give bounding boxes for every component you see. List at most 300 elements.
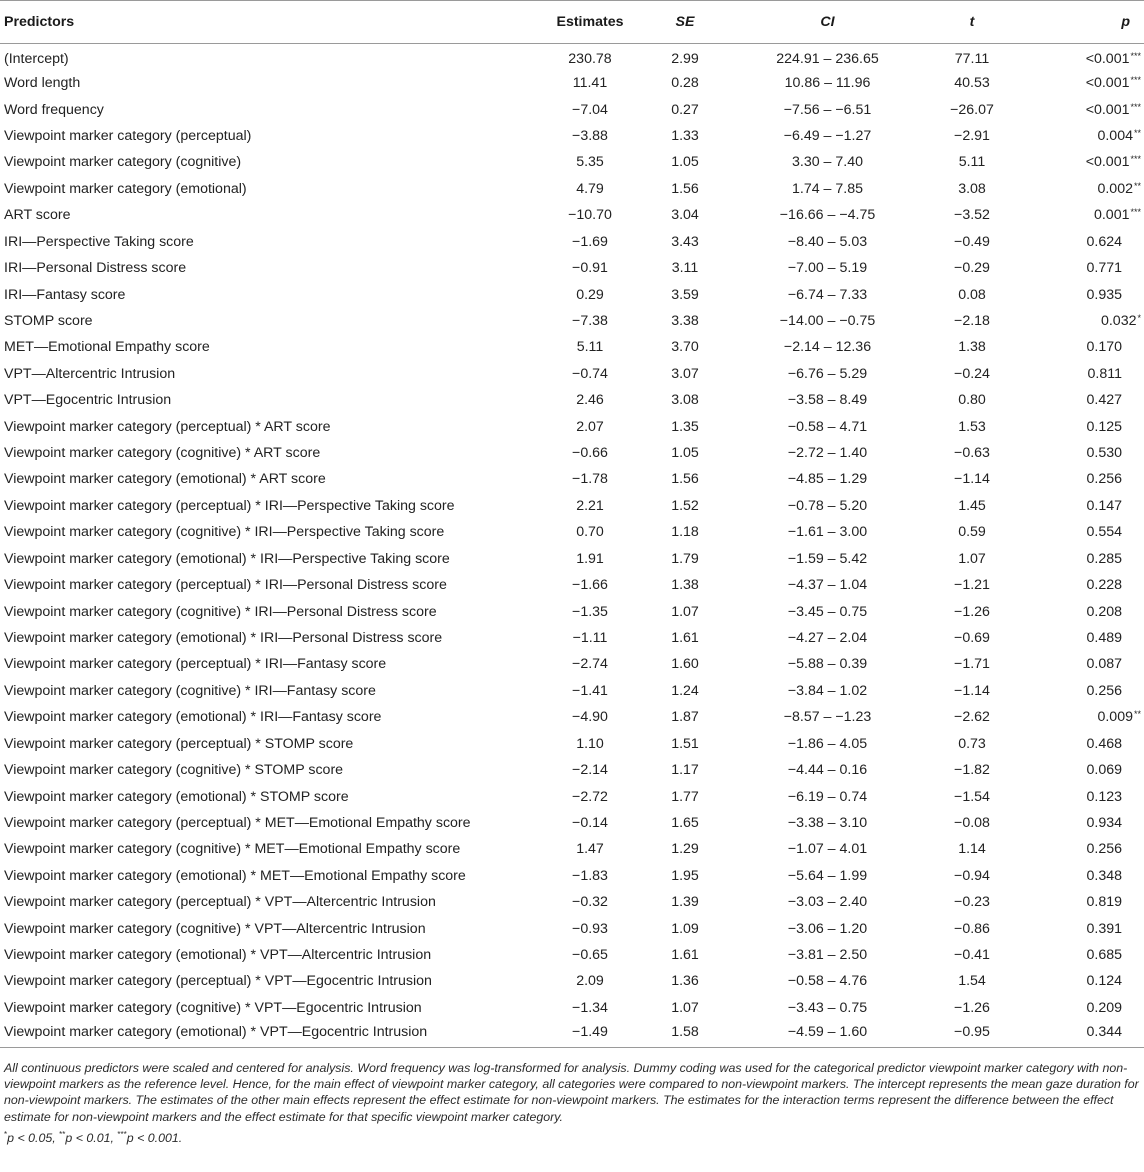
cell-predictor: Viewpoint marker category (cognitive) * IRI—Personal Distress score — [4, 603, 437, 620]
p-value: 0.069 — [1086, 762, 1122, 779]
cell-t: −0.94 — [954, 867, 990, 884]
cell-t: −1.26 — [954, 603, 990, 620]
cell-p — [1024, 598, 1144, 624]
table-row — [0, 651, 1144, 677]
table-row — [0, 730, 1144, 756]
cell-se: 1.65 — [671, 814, 699, 831]
cell-se: 1.07 — [671, 999, 699, 1016]
cell-p — [1024, 519, 1144, 545]
p-value: <0.001 — [1085, 75, 1130, 92]
table-header — [0, 1, 1144, 44]
table-row — [0, 413, 1144, 439]
cell-estimate: −1.66 — [572, 577, 608, 594]
cell-se: 1.33 — [671, 127, 699, 144]
cell-se: 3.59 — [671, 286, 699, 303]
cell-t: −0.08 — [954, 814, 990, 831]
cell-predictor: (Intercept) — [4, 50, 69, 67]
cell-se: 0.28 — [671, 75, 699, 92]
cell-ci: −8.40 – 5.03 — [787, 233, 868, 250]
table-row — [0, 440, 1144, 466]
cell-estimate: 5.11 — [576, 339, 604, 356]
cell-p — [1024, 334, 1144, 360]
cell-ci: −3.03 – 2.40 — [787, 894, 868, 911]
p-value: 0.256 — [1086, 682, 1122, 699]
significance-stars: *** — [1130, 75, 1141, 86]
cell-p — [1024, 810, 1144, 836]
cell-estimate: −2.72 — [572, 788, 608, 805]
cell-estimate: 230.78 — [568, 50, 612, 67]
significance-stars: ** — [1133, 709, 1141, 720]
header-predictors: Predictors — [0, 1, 545, 44]
cell-estimate: −2.14 — [572, 762, 608, 779]
cell-ci: −4.44 – 0.16 — [787, 762, 868, 779]
cell-se: 1.56 — [671, 471, 699, 488]
table-row — [0, 968, 1144, 994]
cell-ci: −6.76 – 5.29 — [787, 365, 868, 382]
cell-ci: −16.66 – −4.75 — [779, 207, 876, 224]
header-estimates: Estimates — [545, 1, 635, 44]
cell-t: −1.71 — [954, 656, 990, 673]
cell-p — [1024, 149, 1144, 175]
sig-mark-3: *** — [117, 1129, 127, 1139]
cell-ci: −3.06 – 1.20 — [787, 920, 868, 937]
table-row — [0, 678, 1144, 704]
cell-t: −0.29 — [954, 260, 990, 277]
cell-estimate: −0.65 — [572, 947, 608, 964]
table-row — [0, 361, 1144, 387]
significance-stars: *** — [1130, 207, 1141, 218]
cell-ci: −0.58 – 4.71 — [787, 418, 868, 435]
cell-ci: −2.14 – 12.36 — [783, 339, 872, 356]
table-row — [0, 942, 1144, 968]
p-value: 0.427 — [1086, 392, 1122, 409]
cell-t: −1.54 — [954, 788, 990, 805]
cell-p — [1024, 651, 1144, 677]
cell-t: −1.14 — [954, 471, 990, 488]
header-ci: CI — [735, 1, 920, 44]
cell-p — [1024, 915, 1144, 941]
p-value: 0.228 — [1086, 577, 1122, 594]
cell-p — [1024, 625, 1144, 651]
cell-ci: 3.30 – 7.40 — [792, 154, 863, 171]
cell-t: 40.53 — [954, 75, 990, 92]
cell-p — [1024, 836, 1144, 862]
cell-se: 1.56 — [671, 180, 699, 197]
cell-t: −2.18 — [954, 312, 990, 329]
cell-estimate: −0.91 — [572, 260, 608, 277]
header-p: p — [1024, 1, 1144, 44]
cell-predictor: VPT—Egocentric Intrusion — [4, 392, 172, 409]
cell-t: 0.80 — [958, 392, 986, 409]
cell-p — [1024, 281, 1144, 307]
cell-ci: 10.86 – 11.96 — [784, 75, 871, 92]
cell-estimate: −7.38 — [572, 312, 608, 329]
cell-se: 0.27 — [671, 101, 699, 118]
cell-predictor: Viewpoint marker category (cognitive) * STOMP score — [4, 762, 344, 779]
cell-t: 0.08 — [958, 286, 986, 303]
cell-se: 1.05 — [671, 154, 699, 171]
p-value: 0.170 — [1086, 339, 1122, 356]
cell-t: −2.62 — [954, 709, 990, 726]
cell-t: −0.95 — [920, 1021, 1024, 1047]
p-value: 0.489 — [1086, 629, 1122, 646]
cell-p — [1024, 995, 1144, 1021]
cell-t: 1.07 — [958, 550, 986, 567]
cell-predictor: Viewpoint marker category (emotional) * IRI—Perspective Taking score — [4, 550, 450, 567]
p-value: 0.256 — [1086, 471, 1122, 488]
cell-se: 3.07 — [671, 365, 699, 382]
cell-se: 1.87 — [671, 709, 699, 726]
cell-predictor: Viewpoint marker category (perceptual) * VPT—Altercentric Intrusion — [4, 894, 436, 911]
cell-se: 1.17 — [671, 762, 699, 779]
cell-se: 1.39 — [671, 894, 699, 911]
cell-t: −1.82 — [954, 762, 990, 779]
cell-t: 1.14 — [958, 841, 986, 858]
cell-p — [1024, 440, 1144, 466]
cell-estimate: 2.07 — [576, 418, 604, 435]
cell-t: −3.52 — [954, 207, 990, 224]
cell-estimate: −0.66 — [572, 445, 608, 462]
table-row — [0, 70, 1144, 96]
sig-mark-2: ** — [59, 1129, 66, 1139]
p-value: <0.001 — [1085, 101, 1130, 118]
cell-predictor: Viewpoint marker category (cognitive) * MET—Emotional Empathy score — [4, 841, 461, 858]
cell-p — [1024, 942, 1144, 968]
cell-ci: −14.00 – −0.75 — [779, 312, 876, 329]
table-row — [0, 1021, 1144, 1047]
significance-stars: *** — [1130, 154, 1141, 165]
cell-t: 0.73 — [958, 735, 986, 752]
p-value: 0.819 — [1086, 894, 1122, 911]
cell-estimate: −1.49 — [545, 1021, 635, 1047]
p-value: 0.087 — [1086, 656, 1122, 673]
cell-predictor: IRI—Perspective Taking score — [4, 233, 194, 250]
p-value: 0.934 — [1086, 814, 1122, 831]
cell-t: −0.86 — [954, 920, 990, 937]
cell-se: 3.70 — [671, 339, 699, 356]
p-value: 0.530 — [1086, 445, 1122, 462]
p-value: 0.209 — [1086, 999, 1122, 1016]
cell-p — [1024, 413, 1144, 439]
cell-estimate: 4.79 — [576, 180, 604, 197]
cell-t: −0.69 — [954, 629, 990, 646]
cell-p — [1024, 704, 1144, 730]
p-value: 0.771 — [1086, 260, 1122, 277]
table-row — [0, 176, 1144, 202]
significance-stars: *** — [1130, 101, 1141, 112]
cell-ci: −6.74 – 7.33 — [787, 286, 868, 303]
cell-predictor: Viewpoint marker category (emotional) * IRI—Personal Distress score — [4, 629, 443, 646]
cell-predictor: Viewpoint marker category (perceptual) * IRI—Fantasy score — [4, 656, 387, 673]
cell-ci: −6.19 – 0.74 — [787, 788, 868, 805]
cell-p — [1024, 968, 1144, 994]
p-value: 0.256 — [1086, 841, 1122, 858]
header-t: t — [920, 1, 1024, 44]
table-row — [0, 995, 1144, 1021]
cell-se: 1.61 — [671, 629, 699, 646]
table-row — [0, 334, 1144, 360]
p-value: 0.147 — [1086, 497, 1122, 514]
table-row — [0, 493, 1144, 519]
cell-ci: −3.45 – 0.75 — [787, 603, 868, 620]
sig-text-3: p < 0.001. — [126, 1130, 183, 1145]
footnote-note: All continuous predictors were scaled and centered for analysis. Word frequency was log-transformed for analysis. Dummy coding was used for the categorical predictor viewpoint marker category with non-viewpoint markers as the reference level. Hence, for the main effect of viewpoint marker category, all categories were compared to non-viewpoint markers. The intercept represents the mean gaze duration for non-viewpoint markers. The estimates of the other main effects represent the effect estimate for non-viewpoint markers. The estimates for the interaction terms represent the difference between the effect estimate for non-viewpoint markers and the effect estimate for that specific viewpoint marker category. — [4, 1061, 1139, 1124]
cell-ci: 1.74 – 7.85 — [792, 180, 863, 197]
cell-se: 3.08 — [671, 392, 699, 409]
cell-se: 1.09 — [671, 920, 699, 937]
cell-predictor: VPT—Altercentric Intrusion — [4, 365, 176, 382]
p-value: 0.009 — [1097, 709, 1133, 726]
p-value: 0.032 — [1100, 312, 1137, 329]
cell-estimate: −1.35 — [572, 603, 608, 620]
cell-estimate: −4.90 — [572, 709, 608, 726]
significance-legend — [4, 1127, 1140, 1146]
cell-p — [1024, 202, 1144, 228]
cell-predictor: Viewpoint marker category (emotional) * STOMP score — [4, 788, 349, 805]
table-row — [0, 704, 1144, 730]
cell-se: 1.61 — [671, 947, 699, 964]
p-value: <0.001 — [1085, 50, 1130, 67]
p-value: 0.004 — [1097, 127, 1133, 144]
cell-p — [1024, 44, 1144, 70]
cell-p — [1024, 863, 1144, 889]
cell-t: 5.11 — [958, 154, 986, 171]
cell-ci: −8.57 – −1.23 — [783, 709, 872, 726]
cell-p — [1024, 255, 1144, 281]
p-value: 0.125 — [1086, 418, 1122, 435]
cell-estimate: 1.10 — [576, 735, 604, 752]
p-value: 0.811 — [1087, 365, 1122, 382]
cell-ci: −0.58 – 4.76 — [787, 973, 868, 990]
cell-t: −1.26 — [954, 999, 990, 1016]
table-row — [0, 202, 1144, 228]
cell-estimate: 0.29 — [576, 286, 604, 303]
cell-t: −2.91 — [954, 127, 990, 144]
cell-estimate: 1.91 — [576, 550, 604, 567]
cell-t: −0.63 — [954, 445, 990, 462]
table-row — [0, 96, 1144, 122]
cell-estimate: −0.14 — [572, 814, 608, 831]
significance-stars: ** — [1133, 180, 1141, 191]
cell-t: −26.07 — [950, 101, 994, 118]
cell-estimate: 5.35 — [576, 154, 604, 171]
cell-se: 2.99 — [671, 50, 699, 67]
cell-ci: −1.59 – 5.42 — [787, 550, 868, 567]
cell-p — [1024, 757, 1144, 783]
cell-predictor: Viewpoint marker category (perceptual) * IRI—Perspective Taking score — [4, 497, 455, 514]
cell-se: 1.24 — [671, 682, 699, 699]
p-value: 0.285 — [1086, 550, 1122, 567]
cell-ci: −4.59 – 1.60 — [735, 1021, 920, 1047]
table-row — [0, 44, 1144, 70]
p-value: <0.001 — [1085, 154, 1130, 171]
table-row — [0, 810, 1144, 836]
cell-p — [1024, 96, 1144, 122]
p-value: 0.002 — [1097, 180, 1133, 197]
significance-stars: ** — [1133, 127, 1141, 138]
cell-se: 1.51 — [671, 735, 699, 752]
cell-predictor: Viewpoint marker category (perceptual) — [4, 127, 252, 144]
cell-p — [1024, 123, 1144, 149]
cell-se: 1.52 — [671, 497, 699, 514]
cell-ci: −3.58 – 8.49 — [787, 392, 868, 409]
cell-se: 1.18 — [671, 524, 699, 541]
significance-stars: *** — [1130, 50, 1141, 61]
cell-ci: −7.56 – −6.51 — [783, 101, 872, 118]
cell-p — [1024, 493, 1144, 519]
cell-se: 1.77 — [671, 788, 699, 805]
cell-predictor: Viewpoint marker category (emotional) * VPT—Egocentric Intrusion — [0, 1021, 545, 1047]
cell-ci: −5.64 – 1.99 — [787, 867, 868, 884]
cell-t: −0.23 — [954, 894, 990, 911]
cell-estimate: −1.34 — [572, 999, 608, 1016]
cell-ci: −3.43 – 0.75 — [787, 999, 868, 1016]
cell-estimate: −1.69 — [572, 233, 608, 250]
cell-predictor: Viewpoint marker category (cognitive) * IRI—Perspective Taking score — [4, 524, 445, 541]
cell-t: 77.11 — [954, 50, 990, 67]
p-value: 0.391 — [1086, 920, 1122, 937]
cell-p — [1024, 889, 1144, 915]
table-row — [0, 625, 1144, 651]
cell-p — [1024, 572, 1144, 598]
cell-estimate: 2.46 — [576, 392, 604, 409]
cell-predictor: Viewpoint marker category (perceptual) * IRI—Personal Distress score — [4, 577, 447, 594]
cell-p — [1024, 308, 1144, 334]
cell-ci: −2.72 – 1.40 — [787, 445, 868, 462]
cell-predictor: Viewpoint marker category (cognitive) * IRI—Fantasy score — [4, 682, 376, 699]
p-value: 0.124 — [1086, 973, 1122, 990]
table-row — [0, 123, 1144, 149]
cell-t: −0.24 — [954, 365, 990, 382]
table-row — [0, 598, 1144, 624]
cell-ci: −0.78 – 5.20 — [787, 497, 868, 514]
cell-se: 3.11 — [671, 260, 699, 277]
table-row — [0, 757, 1144, 783]
header-row — [0, 1, 1144, 44]
cell-se: 1.38 — [671, 577, 699, 594]
cell-p — [1024, 70, 1144, 96]
cell-t: 1.45 — [958, 497, 986, 514]
cell-p — [1024, 466, 1144, 492]
cell-se: 1.36 — [671, 973, 699, 990]
cell-t: 1.38 — [958, 339, 986, 356]
cell-se: 3.43 — [671, 233, 699, 250]
cell-ci: 224.91 – 236.65 — [776, 50, 879, 67]
cell-estimate: −3.88 — [572, 127, 608, 144]
sig-mark-1: * — [4, 1129, 8, 1139]
table-row — [0, 889, 1144, 915]
cell-estimate: −0.32 — [572, 894, 608, 911]
cell-estimate: −7.04 — [572, 101, 608, 118]
cell-predictor: STOMP score — [4, 312, 93, 329]
table-row — [0, 387, 1144, 413]
cell-ci: −5.88 – 0.39 — [787, 656, 868, 673]
cell-ci: −3.81 – 2.50 — [787, 947, 868, 964]
cell-estimate: −10.70 — [568, 207, 612, 224]
cell-predictor: Viewpoint marker category (cognitive) * VPT—Egocentric Intrusion — [4, 999, 422, 1016]
cell-se: 1.79 — [671, 550, 699, 567]
p-value: 0.554 — [1086, 524, 1122, 541]
cell-estimate: −1.41 — [572, 682, 608, 699]
cell-se: 1.95 — [671, 867, 699, 884]
p-value: 0.123 — [1086, 788, 1122, 805]
cell-se: 1.35 — [671, 418, 699, 435]
table-row — [0, 546, 1144, 572]
cell-t: 3.08 — [958, 180, 986, 197]
cell-predictor: Viewpoint marker category (cognitive) * ART score — [4, 445, 321, 462]
cell-predictor: Viewpoint marker category (emotional) — [4, 180, 247, 197]
cell-predictor: Viewpoint marker category (perceptual) * ART score — [4, 418, 331, 435]
p-value: 0.624 — [1086, 233, 1122, 250]
cell-estimate: −0.93 — [572, 920, 608, 937]
cell-p — [1024, 678, 1144, 704]
cell-ci: −4.85 – 1.29 — [787, 471, 868, 488]
cell-ci: −3.84 – 1.02 — [787, 682, 868, 699]
table-row — [0, 519, 1144, 545]
cell-predictor: Viewpoint marker category (emotional) * IRI—Fantasy score — [4, 709, 382, 726]
cell-p — [1024, 387, 1144, 413]
table-row — [0, 281, 1144, 307]
cell-predictor: Viewpoint marker category (cognitive) — [4, 154, 242, 171]
cell-p — [1024, 783, 1144, 809]
cell-estimate: −1.83 — [572, 867, 608, 884]
cell-se: 3.04 — [671, 207, 699, 224]
p-value: 0.344 — [1086, 1024, 1122, 1041]
p-value: 0.468 — [1086, 735, 1122, 752]
table-row — [0, 915, 1144, 941]
cell-estimate: 2.21 — [576, 497, 604, 514]
cell-predictor: Viewpoint marker category (perceptual) * STOMP score — [4, 735, 354, 752]
table-row — [0, 308, 1144, 334]
cell-t: 1.54 — [958, 973, 986, 990]
cell-estimate: −2.74 — [572, 656, 608, 673]
header-se: SE — [635, 1, 735, 44]
table-footnote — [0, 1048, 1144, 1146]
cell-predictor: Viewpoint marker category (perceptual) * MET—Emotional Empathy score — [4, 814, 471, 831]
cell-se: 1.05 — [671, 445, 699, 462]
cell-estimate: −0.74 — [572, 365, 608, 382]
cell-p — [1024, 1021, 1144, 1047]
p-value: 0.348 — [1086, 867, 1122, 884]
cell-predictor: Viewpoint marker category (cognitive) * VPT—Altercentric Intrusion — [4, 920, 426, 937]
table-row — [0, 255, 1144, 281]
cell-p — [1024, 546, 1144, 572]
p-value: 0.208 — [1086, 603, 1122, 620]
cell-estimate: 2.09 — [576, 973, 604, 990]
cell-p — [1024, 228, 1144, 254]
cell-estimate: 0.70 — [576, 524, 604, 541]
cell-t: 0.59 — [958, 524, 986, 541]
cell-t: −0.41 — [954, 947, 990, 964]
cell-p — [1024, 361, 1144, 387]
significance-stars: * — [1137, 312, 1141, 323]
cell-se: 1.58 — [635, 1021, 735, 1047]
cell-predictor: Word length — [4, 75, 81, 92]
cell-t: −1.21 — [954, 577, 990, 594]
cell-estimate: 11.41 — [572, 75, 608, 92]
cell-predictor: IRI—Personal Distress score — [4, 260, 187, 277]
cell-se: 1.07 — [671, 603, 699, 620]
cell-predictor: Word frequency — [4, 101, 104, 118]
cell-t: 1.53 — [958, 418, 986, 435]
cell-predictor: Viewpoint marker category (perceptual) * VPT—Egocentric Intrusion — [4, 973, 432, 990]
table-row — [0, 466, 1144, 492]
cell-estimate: 1.47 — [576, 841, 604, 858]
cell-ci: −3.38 – 3.10 — [787, 814, 868, 831]
cell-se: 3.38 — [671, 312, 699, 329]
cell-predictor: MET—Emotional Empathy score — [4, 339, 210, 356]
cell-predictor: Viewpoint marker category (emotional) * ART score — [4, 471, 326, 488]
